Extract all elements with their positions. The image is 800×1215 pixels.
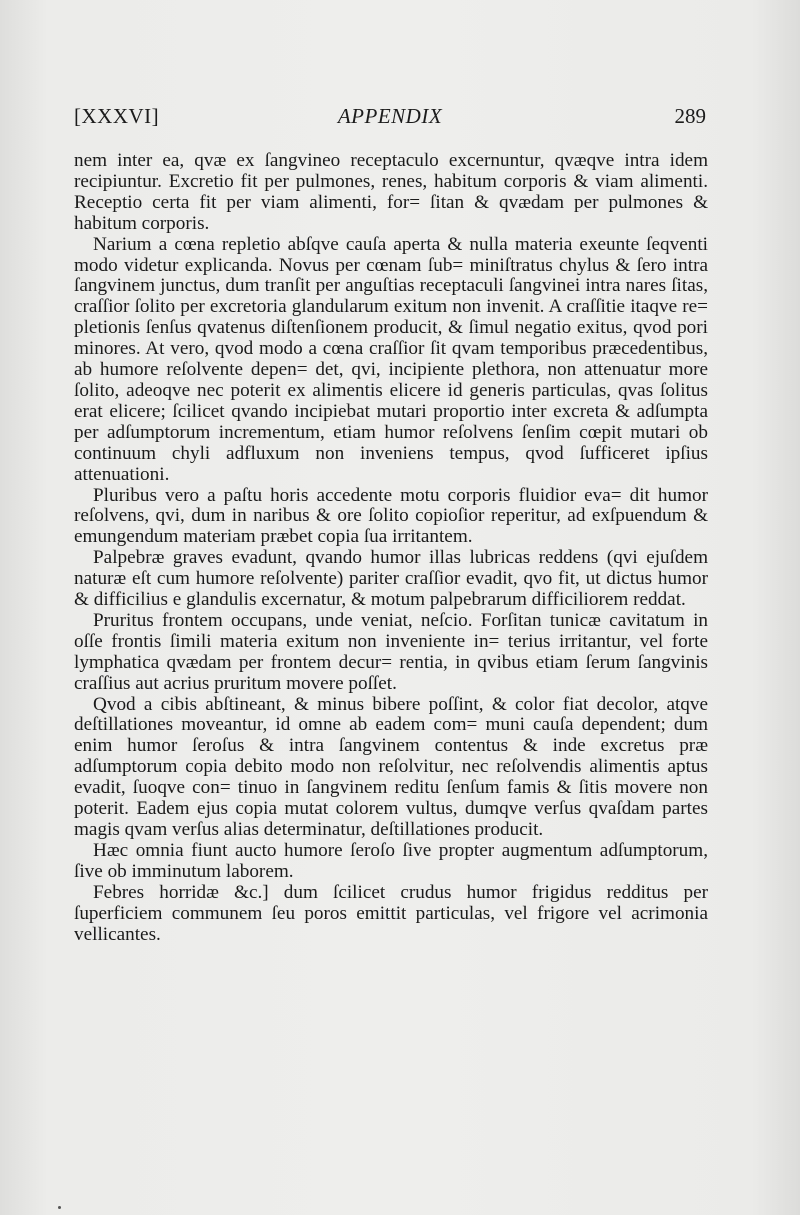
- page-number: 289: [674, 104, 706, 128]
- paragraph: Qvod a cibis abſtineant, & minus bibere poſſint, & color fiat decolor, atqve deſtillationes moveantur, id omne ab eadem com= muni cauſa dependent; dum enim humor ſeroſus & intra ſangvinem contentus & inde excretus præ adſumptorum copia debito modo non reſolvitur, nec reſolvendis alimentis aptus evadit, ſuoqve con= tinuo in ſangvinem reditu ſenſum famis & ſitis movere non poterit. Eadem ejus copia mutat colorem vultus, dumqve verſus qvaſdam partes magis qvam verſus alias determinatur, deſtillationes producit.: [74, 693, 708, 840]
- paragraph: nem inter ea, qvæ ex ſangvineo receptaculo excernuntur, qvæqve intra idem recipiuntur. Excretio fit per pulmones, renes, habitum corporis & viam alimenti. Receptio certa fit per viam alimenti, for= ſitan & qvædam per pulmones & habitum corporis.: [74, 150, 708, 234]
- page-speck: [58, 1206, 61, 1209]
- body-text: [74, 151, 708, 945]
- paragraph: Pluribus vero a paſtu horis accedente motu corporis fluidior eva= dit humor reſolvens, qvi, dum in naribus & ore ſolito copioſior reperitur, ad exſpuendum & emungendum materiam præbet copia ſua irritantem.: [74, 484, 708, 548]
- paragraph: Pruritus frontem occupans, unde veniat, neſcio. Forſitan tunicæ cavitatum in oſſe frontis ſimili materia exitum non inveniente in= terius irritantur, vel forte lymphatica qvædam per frontem decur= rentia, in qvibus etiam ſerum ſangvinis craſſius aut acrius pruritum movere poſſet.: [74, 609, 708, 694]
- chapter-number: [XXXVI]: [74, 104, 160, 128]
- running-head: [74, 104, 706, 134]
- paragraph: Febres horridæ &c.] dum ſcilicet crudus humor frigidus redditus per ſuperficiem communem ſeu poros emittit particulas, vel frigore vel acrimonia vellicantes.: [74, 881, 708, 945]
- page-title: APPENDIX: [337, 104, 443, 128]
- paragraph: Narium a cœna repletio abſqve cauſa aperta & nulla materia exeunte ſeqventi modo videtur explicanda. Novus per cœnam ſub= miniſtratus chylus & ſero intra ſangvinem junctus, dum tranſit per anguſtias receptaculi ſangvinei intra nares ſitas, craſſior ſolito per excretoria glandularum exitum non invenit. A craſſitie itaqve re= pletionis ſenſus qvatenus diſtenſionem producit, & ſimul negatio exitus, qvod pori minores. At vero, qvod modo a cœna craſſior ſit qvam temporibus præcedentibus, ab humore reſolvente depen= det, qvi, incipiente plethora, non attenuatur more ſolito, adeoqve nec poterit ex alimentis elicere id generis particulas, qvas ſolitus erat elicere; ſcilicet qvando incipiebat mutari proportio inter excreta & adſumpta per adſumptorum incrementum, etiam humor reſolvens ſenſim cœpit mutari ob continuum chyli adfluxum non inveniens tempus, qvod ſufficeret ipſius attenuationi.: [74, 233, 708, 485]
- paragraph: Palpebræ graves evadunt, qvando humor illas lubricas reddens (qvi ejuſdem naturæ eſt cum humore reſolvente) pariter craſſior evadit, qvo fit, ut dictus humor & difficilius e glandulis excernatur, & motum palpebrarum difficiliorem reddat.: [74, 547, 708, 611]
- paragraph: Hæc omnia fiunt aucto humore ſeroſo ſive propter augmentum adſumptorum, ſive ob imminutum laborem.: [74, 839, 708, 882]
